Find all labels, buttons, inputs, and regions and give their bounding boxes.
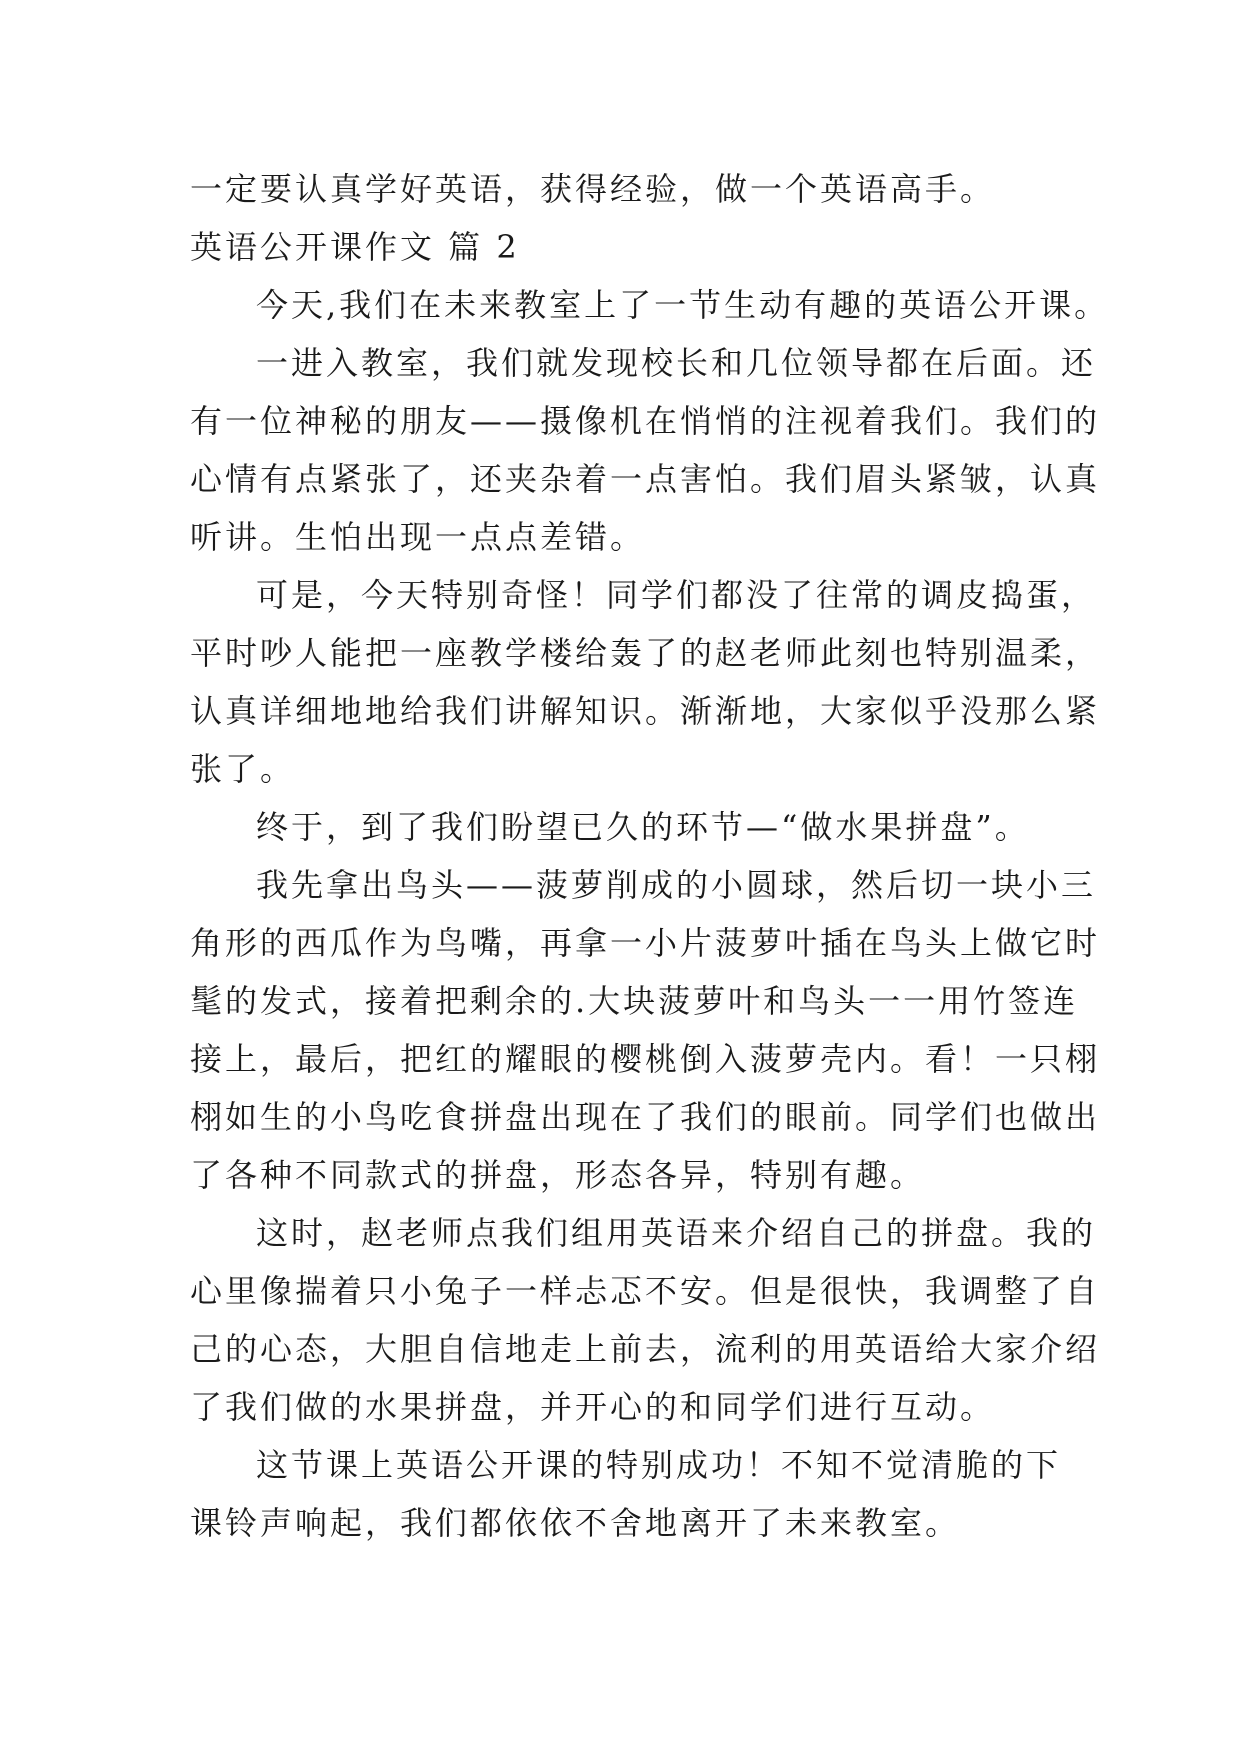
text-line: 角形的西瓜作为鸟嘴，再拿一小片菠萝叶插在鸟头上做它时	[190, 924, 1101, 962]
section-title: 英语公开课作文 篇 2	[190, 228, 520, 266]
text-line: 终于，到了我们盼望已久的环节—“做水果拼盘”。	[256, 808, 1030, 846]
document-body	[190, 160, 1110, 1552]
text-line: 这节课上英语公开课的特别成功！不知不觉清脆的下	[256, 1446, 1062, 1484]
text-line: 有一位神秘的朋友——摄像机在悄悄的注视着我们。我们的	[190, 402, 1101, 440]
text-line: 心里像揣着只小兔子一样忐忑不安。但是很快，我调整了自	[190, 1272, 1101, 1310]
text-line: 了各种不同款式的拼盘，形态各异，特别有趣。	[190, 1156, 926, 1194]
text-line: 听讲。生怕出现一点点差错。	[190, 518, 646, 556]
text-line: 髦的发式，接着把剩余的.大块菠萝叶和鸟头一一用竹签连	[190, 982, 1079, 1020]
text-line: 一进入教室，我们就发现校长和几位领导都在后面。还	[256, 344, 1097, 382]
text-line: 一定要认真学好英语，获得经验，做一个英语高手。	[190, 170, 996, 208]
text-line: 己的心态，大胆自信地走上前去，流利的用英语给大家介绍	[190, 1330, 1101, 1368]
text-line: 认真详细地地给我们讲解知识。渐渐地，大家似乎没那么紧	[190, 692, 1101, 730]
text-line: 了我们做的水果拼盘，并开心的和同学们进行互动。	[190, 1388, 996, 1426]
text-line: 张了。	[190, 750, 296, 788]
text-line: 今天,我们在未来教室上了一节生动有趣的英语公开课。	[256, 286, 1110, 324]
text-line: 可是，今天特别奇怪！同学们都没了往常的调皮捣蛋，	[256, 576, 1097, 614]
text-line: 课铃声响起，我们都依依不舍地离开了未来教室。	[190, 1504, 961, 1542]
text-line: 这时，赵老师点我们组用英语来介绍自己的拼盘。我的	[256, 1214, 1097, 1252]
text-line: 接上，最后，把红的耀眼的樱桃倒入菠萝壳内。看！一只栩	[190, 1040, 1101, 1078]
text-line: 心情有点紧张了，还夹杂着一点害怕。我们眉头紧皱，认真	[190, 460, 1101, 498]
text-line: 栩如生的小鸟吃食拼盘出现在了我们的眼前。同学们也做出	[190, 1098, 1101, 1136]
text-line: 我先拿出鸟头——菠萝削成的小圆球，然后切一块小三	[256, 866, 1097, 904]
text-line: 平时吵人能把一座教学楼给轰了的赵老师此刻也特别温柔，	[190, 634, 1101, 672]
